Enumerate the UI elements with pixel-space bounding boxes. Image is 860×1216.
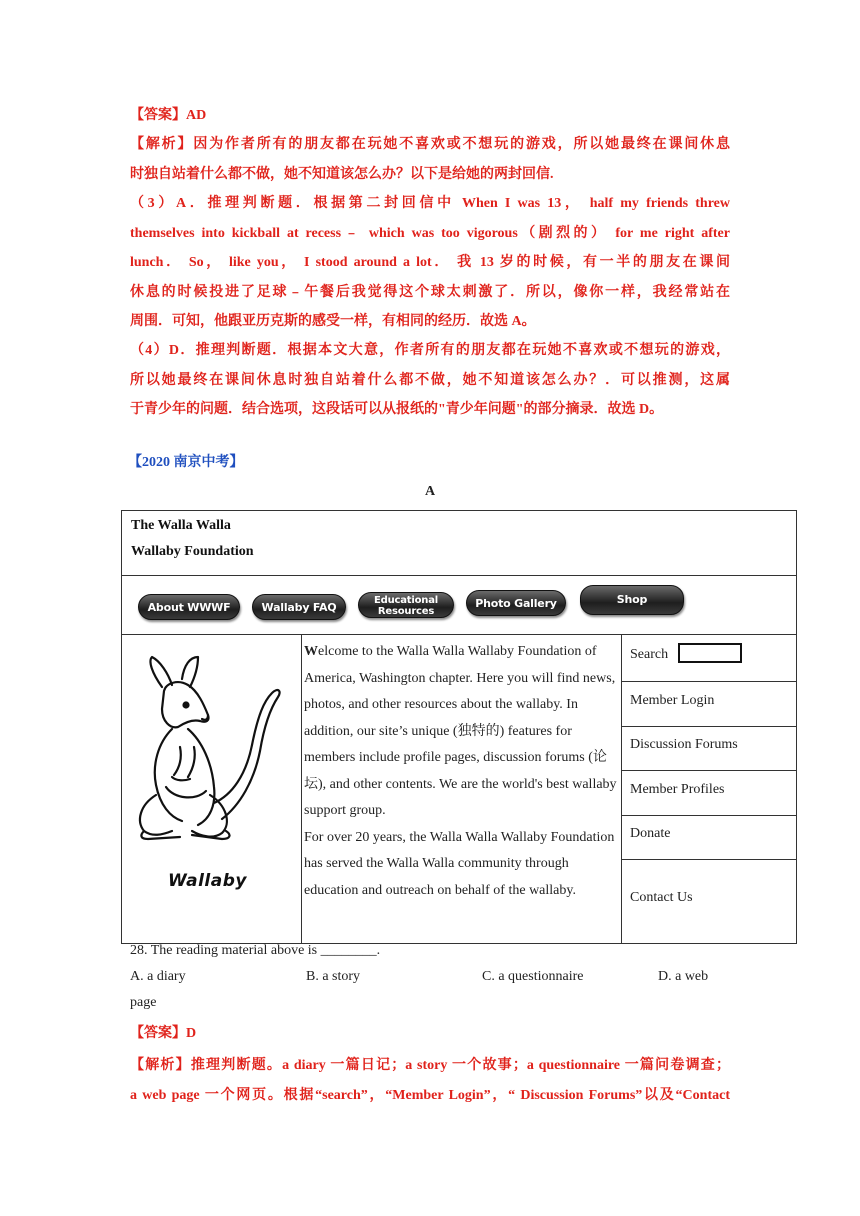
site-title-line-2: Wallaby Foundation [131, 544, 254, 559]
sidebar-item-donate[interactable]: Donate [622, 816, 796, 860]
nav-button-shop[interactable]: Shop [580, 585, 684, 615]
nav-label-line: Educational [374, 595, 438, 606]
source-heading: 【2020 南京中考】 [128, 455, 244, 470]
search-label: Search [630, 647, 669, 662]
site-title-line-1: The Walla Walla [131, 518, 231, 533]
nav-button-educational-resources[interactable] [358, 592, 454, 618]
analysis-line: 【解析】因为作者所有的朋友都在玩她不喜欢或不想玩的游戏，所以她最终在课间休息 [130, 137, 730, 152]
site-body [122, 635, 796, 943]
image-caption: Wallaby [168, 871, 247, 891]
explanation-line: 于青少年的问题．结合选项，这段话可以从报纸的"青少年问题"的部分摘录．故选 D。 [130, 402, 664, 417]
welcome-drop-letter: W [304, 644, 318, 659]
sidebar-item-member-profiles[interactable]: Member Profiles [622, 771, 796, 816]
passage-letter: A [424, 484, 436, 499]
nav-label-line: Resources [377, 606, 435, 617]
welcome-text [304, 639, 620, 904]
analysis-paragraph [130, 1051, 730, 1110]
welcome-paragraph-1: elcome to the Walla Walla Wallaby Foundation of America, Washington chapter. Here you will find news, photos, and other resources about the wallaby. In addition, our site’s unique (独特的) features for members include profile pages, discussion forums (论坛), and other contents. We are the world's best wallaby support group. [304, 644, 617, 818]
nav-button-about[interactable]: About WWWF [138, 594, 240, 620]
explanation-line: lunch． So， like you， I stood around a lot． 我 13 岁的时候，有一半的朋友在课间 [130, 255, 730, 270]
site-header [122, 511, 796, 576]
explanation-line: （4）D．推理判断题．根据本文大意，作者所有的朋友都在玩她不喜欢或不想玩的游戏， [130, 343, 730, 358]
question-28-stem: 28. The reading material above is ________. [130, 943, 381, 958]
nav-button-photo-gallery[interactable]: Photo Gallery [466, 590, 566, 616]
explanation-line: 周围．可知，他跟亚历克斯的感受一样，有相同的经历．故选 A。 [130, 314, 536, 329]
nav-button-faq[interactable]: Wallaby FAQ [252, 594, 346, 620]
option-d: D. a web [658, 969, 709, 984]
welcome-paragraph-2: For over 20 years, the Walla Walla Wallaby Foundation has served the Walla Walla community through education and outreach on behalf of the wallaby. [304, 829, 615, 898]
site-nav [122, 576, 796, 635]
analysis-line: a web page 一个网页。根据“search”，“Member Login”，“ Discussion Forums”以及“Contact [130, 1087, 730, 1103]
sidebar [622, 635, 796, 943]
sidebar-item-discussion-forums[interactable]: Discussion Forums [622, 727, 796, 771]
question-4-explanation [130, 336, 730, 425]
sidebar-item-member-login[interactable]: Member Login [622, 682, 796, 727]
explanation-line: themselves into kickball at recess﹣ which was too vigorous（剧烈的） for me right after [130, 225, 730, 241]
web-page-table [121, 510, 797, 944]
explanation-line: （3）A．推理判断题．根据第二封回信中 When I was 13， half my friends threw [130, 196, 730, 211]
search-input[interactable] [678, 643, 742, 663]
answer-label: 【答案】AD [130, 108, 207, 123]
sidebar-search [622, 635, 796, 682]
analysis-line: 【解析】推理判断题。a diary 一篇日记；a story 一个故事；a questionnaire 一篇问卷调查； [130, 1058, 730, 1073]
option-a: A. a diary [130, 969, 186, 984]
explanation-line: 所以她最终在课间休息时独自站着什么都不做，她不知道该怎么办？．可以推测，这属 [130, 372, 730, 388]
option-b: B. a story [306, 969, 361, 984]
explanation-line: 休息的时候投进了足球﹣午餐后我觉得这个球太刺激了．所以，像你一样，我经常站在 [130, 284, 730, 300]
answer-label: 【答案】D [130, 1026, 197, 1041]
wallaby-image-cell [122, 635, 302, 943]
sidebar-item-contact-us[interactable]: Contact Us [630, 890, 693, 905]
analysis-paragraph [130, 130, 730, 189]
question-3-explanation [130, 189, 730, 337]
wallaby-illustration [122, 635, 300, 870]
option-c: C. a questionnaire [482, 969, 584, 984]
analysis-line: 时独自站着什么都不做，她不知道该怎么办？以下是给她的两封回信. [130, 166, 554, 182]
welcome-cell [302, 635, 622, 943]
option-d-continuation: page [130, 995, 157, 1010]
